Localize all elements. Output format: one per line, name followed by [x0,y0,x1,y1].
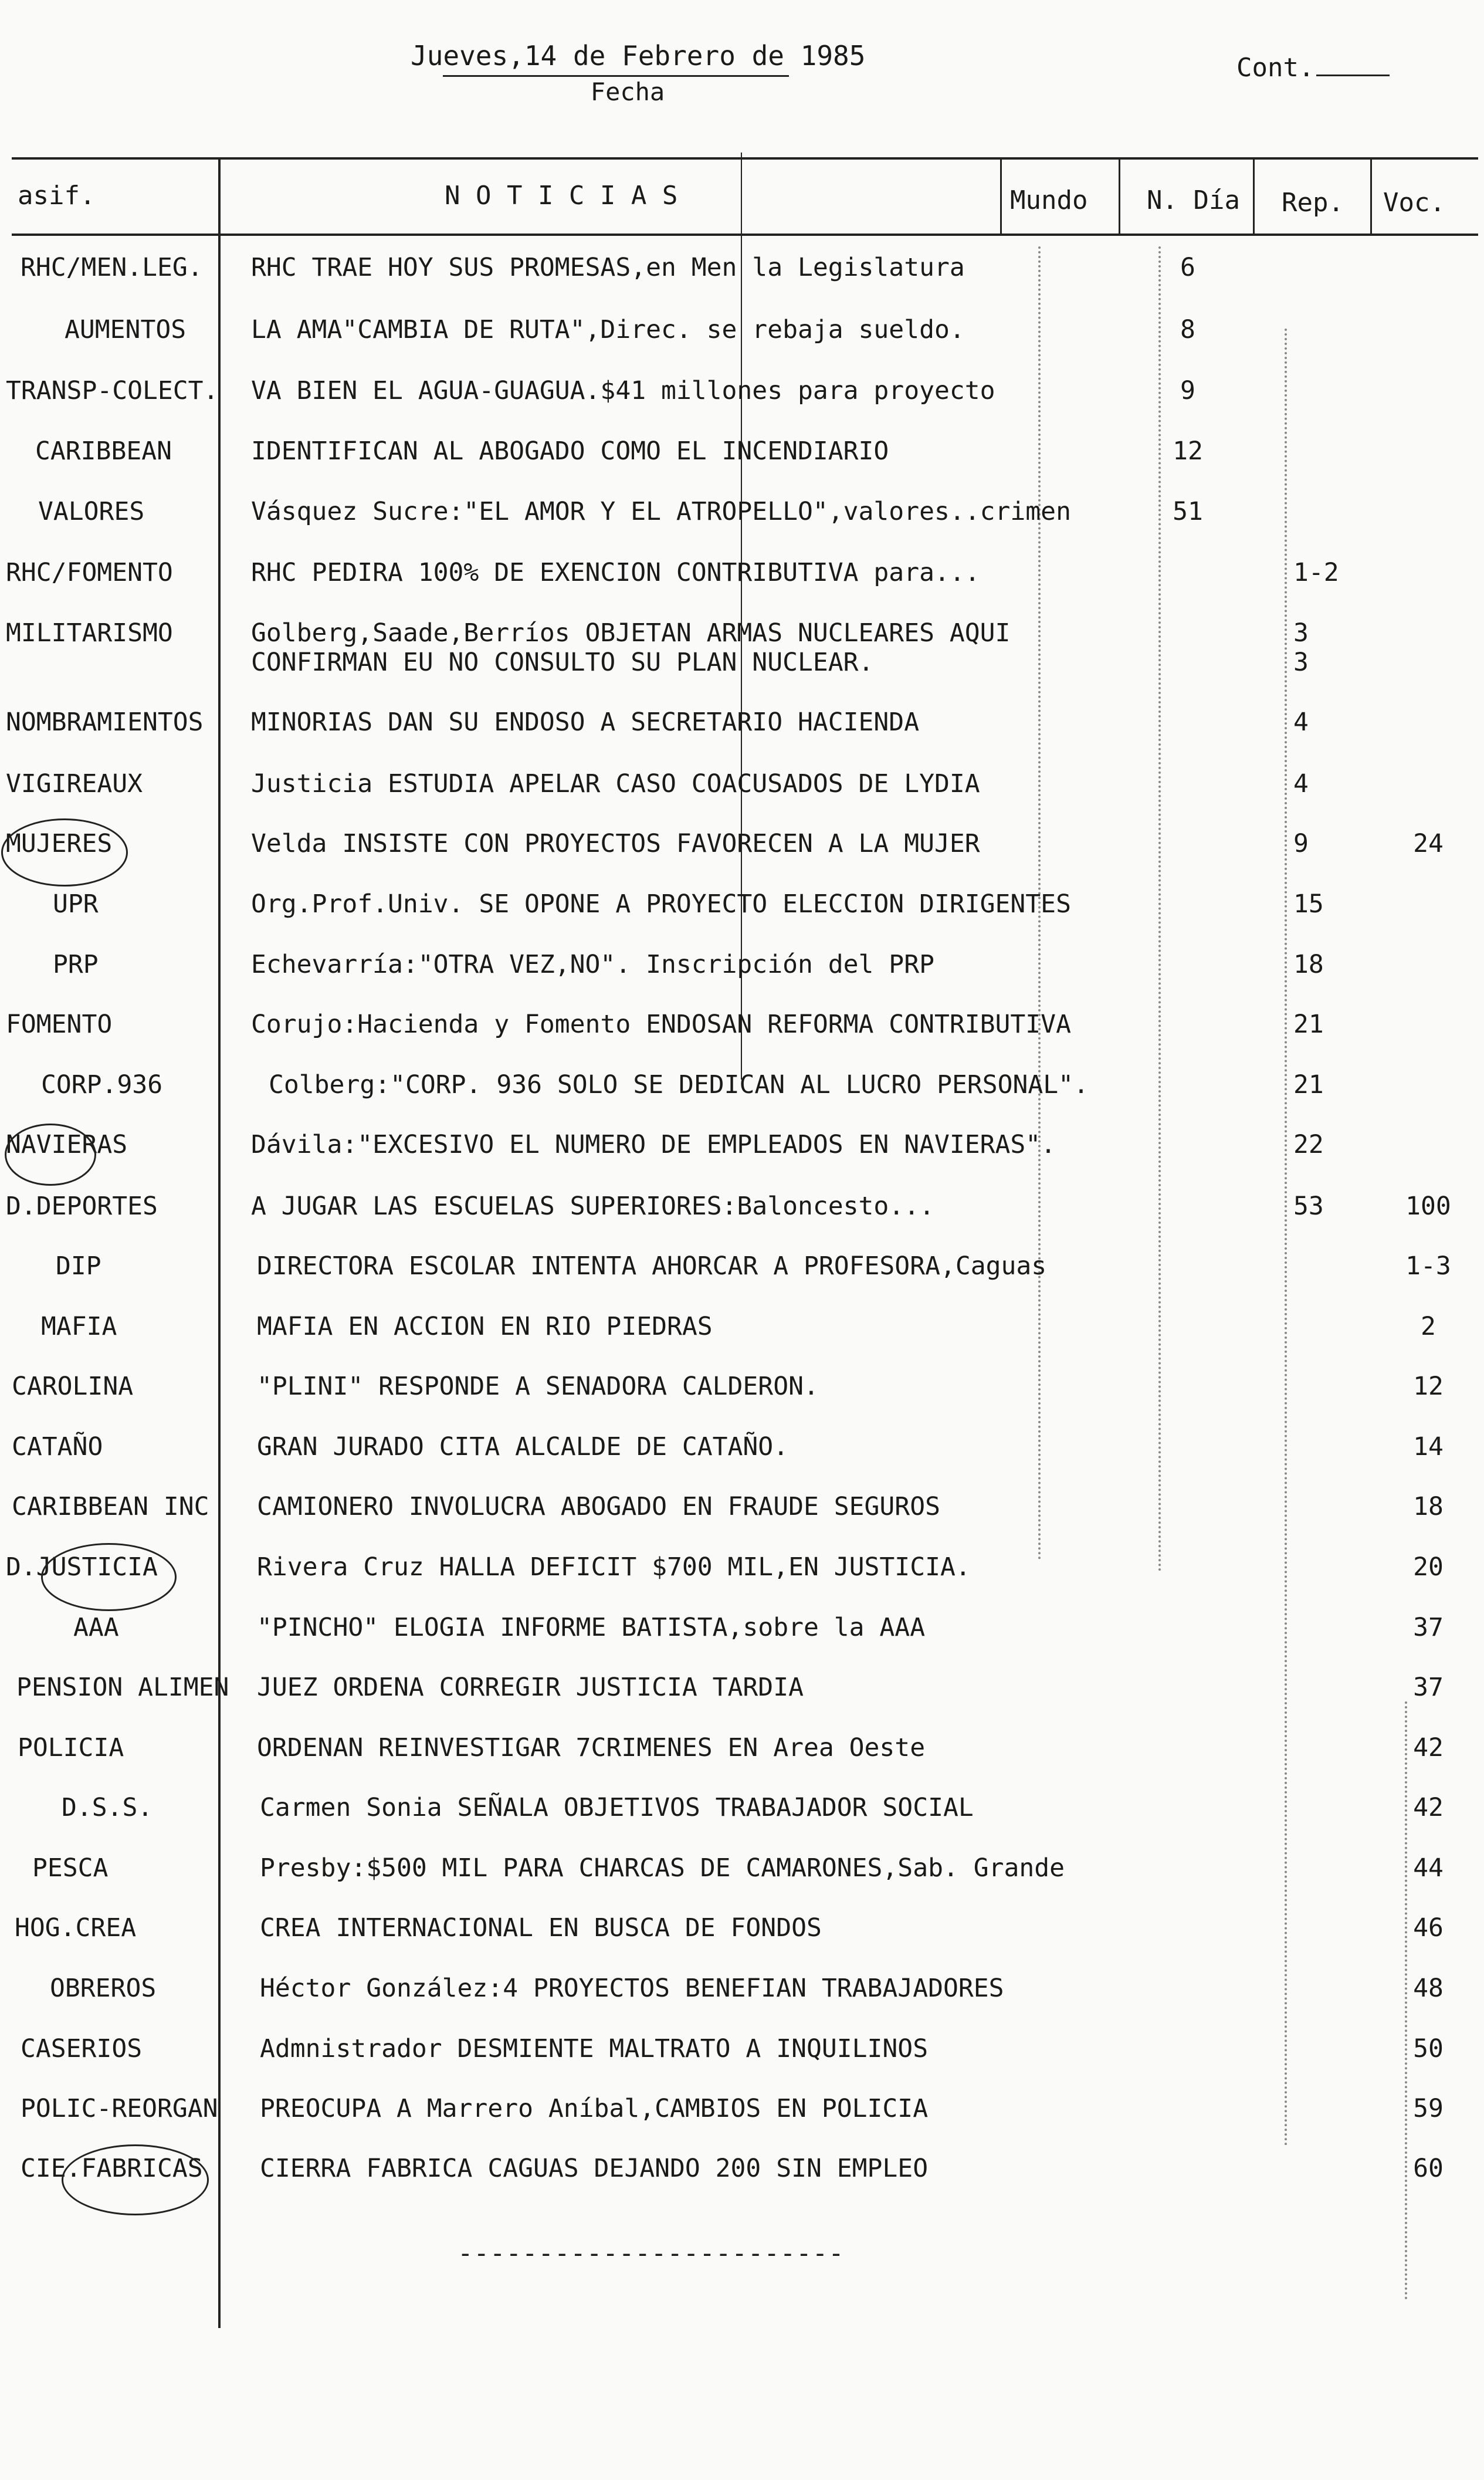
row-voc: 37 [1413,1673,1444,1702]
table-top-rule [12,157,1478,160]
row-noticia: "PINCHO" ELOGIA INFORME BATISTA,sobre la AAA [257,1613,926,1642]
row-rep: 22 [1293,1130,1324,1159]
row-noticia: GRAN JURADO CITA ALCALDE DE CATAÑO. [257,1432,789,1461]
row-voc: 1-3 [1405,1251,1451,1281]
date-label: Fecha [590,77,665,106]
header-noticias: N O T I C I A S [445,181,678,211]
row-noticia: Justicia ESTUDIA APELAR CASO COACUSADOS DE LYDIA [251,769,980,799]
row-voc: 42 [1413,1793,1444,1822]
row-voc: 50 [1413,2034,1444,2063]
row-noticia: Rivera Cruz HALLA DEFICIT $700 MIL,EN JUSTICIA. [257,1552,971,1582]
row-noticia: RHC PEDIRA 100% DE EXENCION CONTRIBUTIVA para... [251,558,980,587]
row-noticia: Org.Prof.Univ. SE OPONE A PROYECTO ELECCION DIRIGENTES [251,889,1071,919]
row-noticia: CAMIONERO INVOLUCRA ABOGADO EN FRAUDE SEGUROS [257,1492,940,1521]
row-noticia: VA BIEN EL AGUA-GUAGUA.$41 millones para proyecto [251,376,995,405]
row-rep: 18 [1293,950,1324,979]
row-rep: 15 [1293,889,1324,919]
row-noticia: Corujo:Hacienda y Fomento ENDOSAN REFORMA CONTRIBUTIVA [251,1010,1071,1039]
col-divider-noticias [1000,158,1002,234]
row-noticia: CIERRA FABRICA CAGUAS DEJANDO 200 SIN EMPLEO [260,2154,929,2183]
row-clasif: CARIBBEAN [35,437,172,466]
row-noticia: ORDENAN REINVESTIGAR 7CRIMENES EN Area Oeste [257,1733,926,1762]
row-voc: 20 [1413,1552,1444,1582]
row-clasif: UPR [53,889,99,919]
row-clasif: POLIC-REORGAN [21,2094,218,2123]
handwritten-circle-justicia [41,1543,177,1611]
row-clasif: D.JUSTICIA [6,1552,158,1582]
row-noticia: Dávila:"EXCESIVO EL NUMERO DE EMPLEADOS EN NAVIERAS". [251,1130,1056,1159]
handwritten-circle-mujeres [1,818,128,887]
row-noticia: "PLINI" RESPONDE A SENADORA CALDERON. [257,1372,819,1401]
row-clasif: MUJERES [6,829,113,858]
handwritten-circle-navieras [5,1124,96,1186]
row-rep: 4 [1293,769,1309,799]
col-divider-mundo [1119,158,1120,234]
row-clasif: AUMENTOS [65,315,187,344]
row-noticia: Héctor González:4 PROYECTOS BENEFIAN TRABAJADORES [260,1974,1004,2003]
row-voc: 37 [1413,1613,1444,1642]
row-clasif: VIGIREAUX [6,769,143,799]
row-clasif: PRP [53,950,99,979]
row-noticia: Echevarría:"OTRA VEZ,NO". Inscripción del PRP [251,950,934,979]
row-ndia: 12 [1173,437,1203,466]
col-divider-rep [1370,158,1372,234]
row-noticia: MINORIAS DAN SU ENDOSO A SECRETARIO HACIENDA [251,708,920,737]
row-clasif: OBREROS [50,1974,157,2003]
row-clasif: HOG.CREA [15,1913,137,1943]
row-voc: 60 [1413,2154,1444,2183]
row-clasif: CASERIOS [21,2034,143,2063]
row-rep: 9 [1293,829,1309,858]
row-voc: 2 [1421,1312,1436,1341]
row-noticia: Colberg:"CORP. 936 SOLO SE DEDICAN AL LUCRO PERSONAL". [269,1070,1089,1099]
row-voc: 48 [1413,1974,1444,2003]
header-ndia: N. Día [1147,185,1240,215]
row-clasif: DIP [56,1251,101,1281]
row-voc: 12 [1413,1372,1444,1401]
row-clasif: NOMBRAMIENTOS [6,708,204,737]
row-noticia: LA AMA"CAMBIA DE RUTA",Direc. se rebaja sueldo. [251,315,965,344]
end-separator: ------------------------ [458,2238,845,2268]
cont-label: Cont. [1236,53,1390,83]
handwritten-circle-fabricas [62,2144,209,2215]
row-voc: 46 [1413,1913,1444,1943]
row-ndia: 51 [1173,497,1203,526]
row-clasif: MAFIA [41,1312,117,1341]
noticias-mid-line [741,153,742,1080]
date-text: Jueves,14 de Febrero de 1985 [411,40,866,72]
row-ndia: 8 [1180,315,1195,344]
row-voc: 24 [1413,829,1444,858]
row-clasif: CAROLINA [12,1372,134,1401]
row-ndia: 9 [1180,376,1195,405]
row-noticia: RHC TRAE HOY SUS PROMESAS,en Men la Legislatura [251,253,965,282]
row-rep: 21 [1293,1010,1324,1039]
row-noticia: IDENTIFICAN AL ABOGADO COMO EL INCENDIARIO [251,437,889,466]
row-clasif: PESCA [32,1853,109,1883]
row-clasif: TRANSP-COLECT. [6,376,219,405]
row-noticia: Vásquez Sucre:"EL AMOR Y EL ATROPELLO",valores..crimen [251,497,1071,526]
row-clasif: D.S.S. [62,1793,153,1822]
row-ndia: 6 [1180,253,1195,282]
row-clasif: FOMENTO [6,1010,113,1039]
row-rep: 1-2 [1293,558,1339,587]
row-noticia: Presby:$500 MIL PARA CHARCAS DE CAMARONES,Sab. Grande [260,1853,1065,1883]
row-voc: 18 [1413,1492,1444,1521]
row-voc: 44 [1413,1853,1444,1883]
row-noticia: JUEZ ORDENA CORREGIR JUSTICIA TARDIA [257,1673,804,1702]
date-underline [443,75,789,77]
row-rep-line2: 3 [1293,648,1309,677]
row-noticia: Carmen Sonia SEÑALA OBJETIVOS TRABAJADOR SOCIAL [260,1793,974,1822]
row-voc: 59 [1413,2094,1444,2123]
row-clasif: NAVIERAS [6,1130,128,1159]
header-clasif: asif. [18,181,96,211]
row-clasif: MILITARISMO [6,618,173,648]
header-voc: Voc. [1383,188,1445,218]
row-noticia-line2: CONFIRMAN EU NO CONSULTO SU PLAN NUCLEAR. [251,648,874,677]
header-bottom-rule [12,234,1478,236]
row-voc: 42 [1413,1733,1444,1762]
row-clasif: CARIBBEAN INC [12,1492,209,1521]
row-clasif: RHC/MEN.LEG. [21,253,203,282]
row-rep: 3 [1293,618,1309,648]
row-rep: 4 [1293,708,1309,737]
col-divider-clasif [218,157,221,2328]
row-clasif: D.DEPORTES [6,1192,158,1221]
dotted-divider-rep [1285,329,1287,2147]
row-noticia: MAFIA EN ACCION EN RIO PIEDRAS [257,1312,713,1341]
row-noticia: A JUGAR LAS ESCUELAS SUPERIORES:Baloncesto... [251,1192,934,1221]
row-clasif: PENSION ALIMEN [16,1673,229,1702]
header-mundo: Mundo [1010,185,1088,215]
header-rep: Rep. [1282,188,1344,218]
row-clasif: CIE.FABRICAS [21,2154,203,2183]
row-noticia: Admnistrador DESMIENTE MALTRATO A INQUILINOS [260,2034,929,2063]
row-rep: 53 [1293,1192,1324,1221]
row-clasif: POLICIA [18,1733,124,1762]
row-clasif: AAA [73,1613,119,1642]
row-clasif: CATAÑO [12,1432,103,1461]
dotted-divider-ndia [1158,246,1161,1572]
row-clasif: VALORES [38,497,145,526]
row-clasif: RHC/FOMENTO [6,558,173,587]
row-voc: 14 [1413,1432,1444,1461]
row-noticia: PREOCUPA A Marrero Aníbal,CAMBIOS EN POLICIA [260,2094,929,2123]
row-noticia: DIRECTORA ESCOLAR INTENTA AHORCAR A PROFESORA,Caguas [257,1251,1047,1281]
row-voc: 100 [1405,1192,1451,1221]
row-clasif: CORP.936 [41,1070,163,1099]
row-rep: 21 [1293,1070,1324,1099]
col-divider-ndia [1253,158,1255,234]
row-noticia: Golberg,Saade,Berríos OBJETAN ARMAS NUCLEARES AQUI [251,618,1011,648]
row-noticia: CREA INTERNACIONAL EN BUSCA DE FONDOS [260,1913,822,1943]
row-noticia: Velda INSISTE CON PROYECTOS FAVORECEN A LA MUJER [251,829,980,858]
